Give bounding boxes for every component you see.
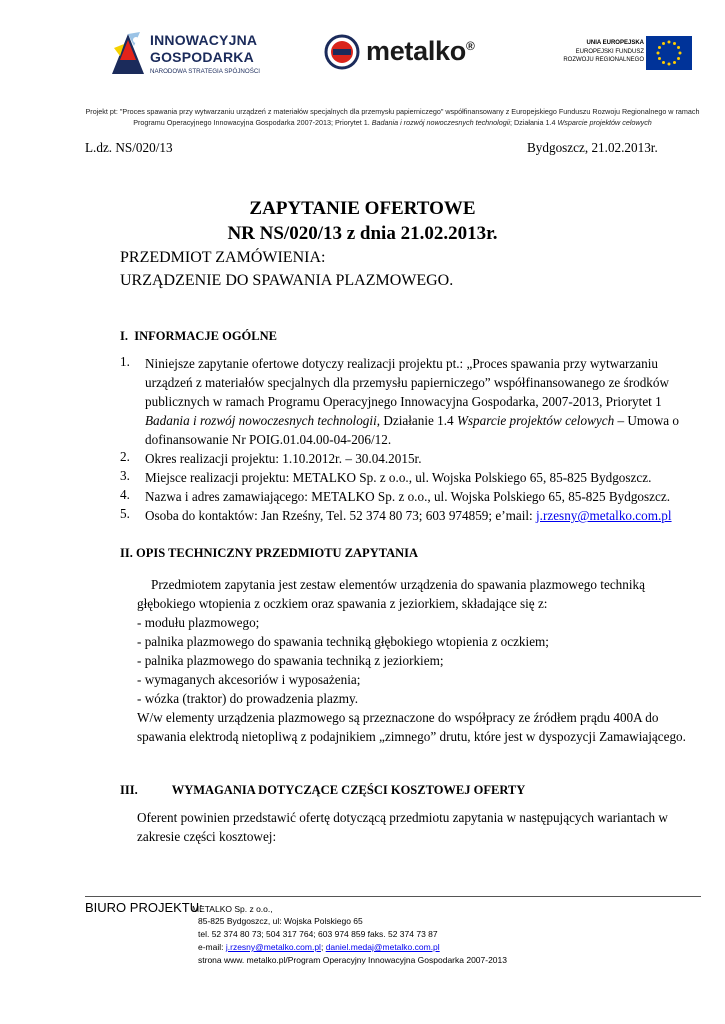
metalko-wordmark: metalko® <box>366 36 475 66</box>
section3-heading: III. WYMAGANIA DOTYCZĄCE CZĘŚCI KOSZTOWEJ OFERTY <box>120 783 526 797</box>
bullet-4: - wymaganych akcesoriów i wyposażenia; <box>137 672 361 687</box>
item2-text: Okres realizacji projektu: 1.10.2012r. – 30.04.2015r. <box>145 451 422 466</box>
subject-value: URZĄDZENIE DO SPAWANIA PLAZMOWEGO. <box>120 272 454 289</box>
footer-address: 85-825 Bydgoszcz, ul: Wojska Polskiego 65 <box>198 916 363 926</box>
metalko-logo <box>324 34 494 74</box>
section3-text: Oferent powinien przedstawić ofertę dotyczącą przedmiotu zapytania w następujących wariantach w zakresie części kosztowej: <box>137 810 668 844</box>
section2-bullets <box>137 613 697 746</box>
item2-number: 2. <box>120 449 130 464</box>
innowacyjna-text: INNOWACYJNA <box>150 32 258 48</box>
section2-intro: Przedmiotem zapytania jest zestaw elementów urządzenia do spawania plazmowego techniką głębokiego wtopienia z oczkiem oraz spawania z jeziorkiem, składające się z: <box>137 577 645 611</box>
bullet-2: - palnika plazmowego do spawania techniką głębokiego wtopienia z oczkiem; <box>137 634 549 649</box>
bullet-1: - modułu plazmowego; <box>137 615 260 630</box>
metalko-emblem-icon <box>324 34 360 70</box>
page-title: ZAPYTANIE OFERTOWE <box>249 198 476 219</box>
eu-logo <box>552 36 692 72</box>
item5-number: 5. <box>120 506 130 521</box>
footer-website: strona www. metalko.pl/Program Operacyjny Innowacyjna Gospodarka 2007-2013 <box>198 955 507 965</box>
footer-emails: e-mail: j.rzesny@metalko.com.pl; daniel.medaj@metalko.com.pl <box>198 942 440 952</box>
item3-text: Miejsce realizacji projektu: METALKO Sp. z o.o., ul. Wojska Polskiego 65, 85-825 Bydgoszcz. <box>145 470 652 485</box>
item4-number: 4. <box>120 487 130 502</box>
bullet-5: - wózka (traktor) do prowadzenia plazmy. <box>137 691 359 706</box>
item5-text: Osoba do kontaktów: Jan Rześny, Tel. 52 374 80 73; 603 974859; e’mail: j.rzesny@metalko.com.pl <box>145 508 672 523</box>
ue-line3: ROZWOJU REGIONALNEGO <box>563 57 644 63</box>
project-line: Projekt pt: "Proces spawania przy wytwarzaniu urządzeń z materiałów specjalnych dla przemysłu papierniczego" współfinansowany z Europejskiego Funduszu Rozwoju Regionalnego w ramach Programu Operacyjnego Innowacyjna Gospodarka 2007-2013; Priorytet 1. Badania i rozwój nowoczesnych technologii; Działania 1.4 Wsparcie projektów celowych <box>85 107 700 127</box>
footer-phone: tel. 52 374 80 73; 504 317 764; 603 974 859 faks. 52 374 73 87 <box>198 929 438 939</box>
ue-line2: EUROPEJSKI FUNDUSZ <box>575 49 644 55</box>
eu-flag-icon <box>646 36 692 70</box>
item1-text: Niniejsze zapytanie ofertowe dotyczy realizacji projektu pt.: „Proces spawania przy wytwarzaniu urządzeń z materiałów specjalnych dla przemysłu papierniczego” współfinansowanego ze środków publicznych w ramach Programu Operacyjnego Innowacyjna Gospodarka, 2007-2013, Priorytet 1 Badania i rozwój nowoczesnych technologii, Działanie 1.4 Wsparcie projektów celowych – Umowa o dofinansowanie Nr POIG.01.04.00-04-206/12. <box>145 356 680 447</box>
item4-text: Nazwa i adres zamawiającego: METALKO Sp. z o.o., ul. Wojska Polskiego 65, 85-825 Bydgoszcz. <box>145 489 671 504</box>
footer-email-1-link[interactable]: j.rzesny@metalko.com.pl <box>225 942 321 952</box>
item1-number: 1. <box>120 354 130 369</box>
subject-label: PRZEDMIOT ZAMÓWIENIA: <box>120 249 326 266</box>
page-subtitle: NR NS/020/13 z dnia 21.02.2013r. <box>227 223 498 244</box>
gospodarka-text: GOSPODARKA <box>150 49 254 65</box>
footer-divider <box>85 896 701 897</box>
bullet-3: - palnika plazmowego do spawania techniką z jeziorkiem; <box>137 653 444 668</box>
document-number: L.dz. NS/020/13 <box>85 140 173 155</box>
contact-email-link[interactable]: j.rzesny@metalko.com.pl <box>536 508 672 523</box>
footer-label: BIURO PROJEKTU: <box>85 900 203 915</box>
section2-closing: W/w elementy urządzenia plazmowego są przeznaczone do współpracy ze źródłem prądu 400A do spawania elektrodą nietopliwą z podajnikiem „zimnego” drutu, które jest w dyspozycji Zamawiającego. <box>137 710 686 744</box>
footer-email-2-link[interactable]: daniel.medaj@metalko.com.pl <box>325 942 440 952</box>
footer-company: METALKO Sp. z o.o., <box>192 904 273 914</box>
innowacyjna-gospodarka-logo <box>110 28 280 78</box>
document-date: Bydgoszcz, 21.02.2013r. <box>527 140 658 155</box>
nss-text: NARODOWA STRATEGIA SPÓJNOŚCI <box>150 68 261 75</box>
item3-number: 3. <box>120 468 130 483</box>
section2-heading: II. OPIS TECHNICZNY PRZEDMIOTU ZAPYTANIA <box>120 546 419 560</box>
ue-line1: UNIA EUROPEJSKA <box>586 40 644 46</box>
innowacyjna-gospodarka-emblem-icon <box>110 30 146 76</box>
section1-heading: I. INFORMACJE OGÓLNE <box>120 329 277 343</box>
